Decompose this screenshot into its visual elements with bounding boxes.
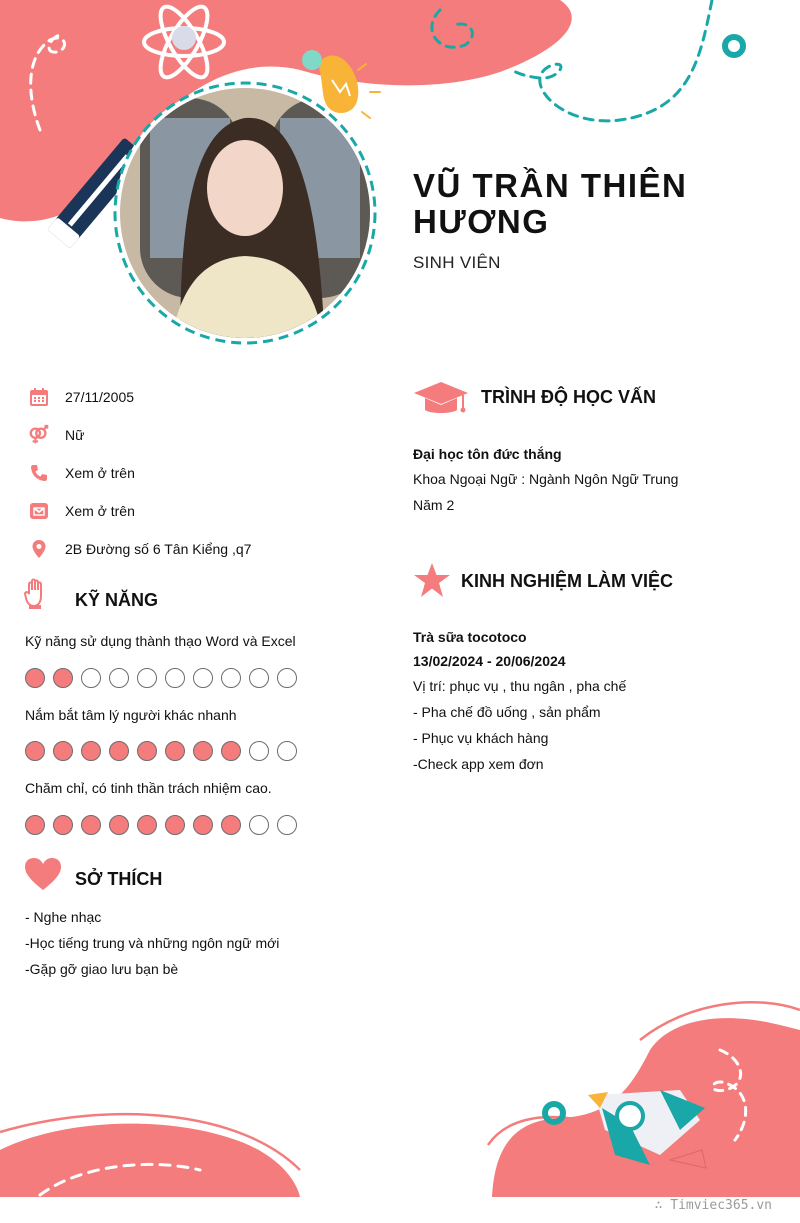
rating-dot-empty xyxy=(109,668,129,688)
gender-icon xyxy=(28,424,50,446)
experience-title: KINH NGHIỆM LÀM VIỆC xyxy=(461,571,674,591)
education-title: TRÌNH ĐỘ HỌC VẤN xyxy=(481,387,656,407)
email-icon xyxy=(28,500,50,522)
rating-dot-empty xyxy=(277,815,297,835)
rating-dot-empty xyxy=(137,668,157,688)
rating-dot-empty xyxy=(165,668,185,688)
heart-icon xyxy=(24,857,62,896)
rating-dot-empty xyxy=(81,668,101,688)
rating-dot-filled xyxy=(25,741,45,761)
hobbies-title: SỞ THÍCH xyxy=(75,869,163,889)
footer-decoration xyxy=(0,990,800,1200)
watermark xyxy=(655,1198,772,1213)
skill-label: Nắm bắt tâm lý người khác nhanh xyxy=(25,707,237,723)
phone-row xyxy=(28,461,135,485)
rating-dot-empty xyxy=(249,741,269,761)
graduation-cap-icon xyxy=(413,380,469,421)
candidate-role: SINH VIÊN xyxy=(413,253,501,272)
rating-dot-filled xyxy=(221,815,241,835)
bottom-left-blob xyxy=(0,1124,300,1197)
rating-dot-filled xyxy=(53,815,73,835)
star-icon xyxy=(413,562,451,603)
birthdate-text: 27/11/2005 xyxy=(65,389,135,405)
rating-dot-filled xyxy=(25,815,45,835)
education-line: Khoa Ngoại Ngữ : Ngành Ngôn Ngữ Trung xyxy=(413,471,679,487)
gender-row xyxy=(28,423,84,447)
company-name: Trà sữa tocotoco xyxy=(413,629,527,645)
skill-label: Kỹ năng sử dụng thành thạo Word và Excel xyxy=(25,633,296,649)
rating-dot-filled xyxy=(109,815,129,835)
hobby-item: - Nghe nhạc xyxy=(25,909,102,925)
watermark-text: Timviec365.vn xyxy=(670,1198,772,1213)
rating-dot-filled xyxy=(137,741,157,761)
skills-title: KỸ NĂNG xyxy=(75,590,159,610)
rating-dot-filled xyxy=(137,815,157,835)
birthdate-row xyxy=(28,385,134,409)
phone-icon xyxy=(28,462,50,484)
hand-icon xyxy=(24,578,48,615)
education-line: Năm 2 xyxy=(413,497,455,513)
experience-line: - Phục vụ khách hàng xyxy=(413,730,549,746)
address-text: 2B Đường số 6 Tân Kiểng ,q7 xyxy=(65,541,252,557)
skill-rating xyxy=(25,815,297,835)
rating-dot-empty xyxy=(277,668,297,688)
skill-rating xyxy=(25,741,297,761)
rating-dot-empty xyxy=(193,668,213,688)
location-pin-icon xyxy=(28,538,50,560)
rating-dot-filled xyxy=(193,741,213,761)
email-text: Xem ở trên xyxy=(65,503,135,519)
skill-label: Chăm chỉ, có tinh thần trách nhiệm cao. xyxy=(25,780,272,796)
rating-dot-filled xyxy=(53,741,73,761)
school-name: Đại học tôn đức thắng xyxy=(413,446,562,462)
calendar-icon xyxy=(28,386,50,408)
skill-rating xyxy=(25,668,297,688)
rating-dot-empty xyxy=(221,668,241,688)
profile-photo xyxy=(110,78,380,348)
gender-text: Nữ xyxy=(65,427,85,443)
rating-dot-empty xyxy=(249,668,269,688)
rating-dot-filled xyxy=(53,668,73,688)
rating-dot-filled xyxy=(165,815,185,835)
rating-dot-filled xyxy=(193,815,213,835)
email-row xyxy=(28,499,135,523)
rating-dot-filled xyxy=(221,741,241,761)
rating-dot-filled xyxy=(25,668,45,688)
experience-line: Vị trí: phục vụ , thu ngân , pha chế xyxy=(413,678,627,694)
rating-dot-empty xyxy=(249,815,269,835)
work-period: 13/02/2024 - 20/06/2024 xyxy=(413,653,566,669)
teal-ring-small-icon xyxy=(545,1104,563,1122)
experience-line: -Check app xem đơn xyxy=(413,756,544,772)
hobby-item: -Gặp gỡ giao lưu bạn bè xyxy=(25,961,179,977)
experience-line: - Pha chế đồ uống , sản phẩm xyxy=(413,704,601,720)
rating-dot-filled xyxy=(165,741,185,761)
address-row xyxy=(28,537,251,561)
rating-dot-filled xyxy=(109,741,129,761)
candidate-name: VŨ TRẦN THIÊN HƯƠNG xyxy=(413,167,688,240)
watermark-dots-icon: ∴ xyxy=(654,1198,671,1213)
hobby-item: -Học tiếng trung và những ngôn ngữ mới xyxy=(25,935,280,951)
phone-text: Xem ở trên xyxy=(65,465,135,481)
rating-dot-empty xyxy=(277,741,297,761)
rating-dot-filled xyxy=(81,741,101,761)
rating-dot-filled xyxy=(81,815,101,835)
teal-ring-icon xyxy=(725,37,743,55)
